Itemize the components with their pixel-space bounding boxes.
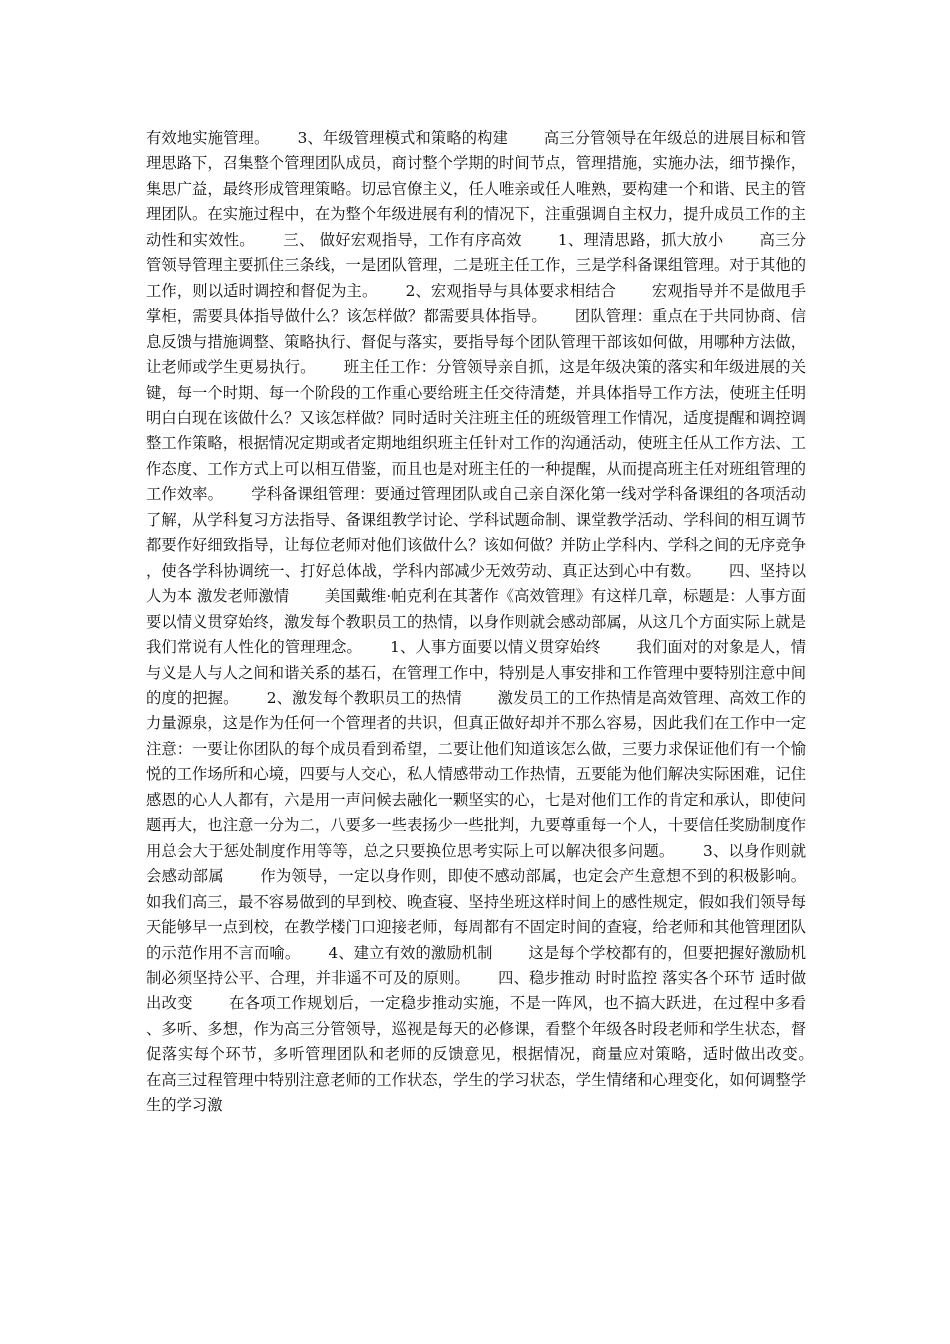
body-paragraph: 有效地实施管理。 3、年级管理模式和策略的构建 高三分管领导在年级总的进展目标和管理思路下，召集整个管理团队成员，商讨整个学期的时间节点，管理措施，实施办法，细节操作，集思广益，最终形成管理策略。切忌官僚主义，任人唯亲或任人唯熟，要构建一个和谐、民主的管理团队。在实施过程中，在为整个年级进展有利的情况下，注重强调自主权力，提升成员工作的主动性和实效性。 三、 做好宏观指导，工作有序高效 1、理清思路，抓大放小 高三分管领导管理主要抓住三条线，一是团队管理，二是班主任工作，三是学科备课组管理。对于其他的工作，则以适时调控和督促为主。 2、宏观指导与具体要求相结合 宏观指导并不是做甩手掌柜，需要具体指导做什么？该怎样做？都需要具体指导。 团队管理：重点在于共同协商、信息反馈与措施调整、策略执行、督促与落实，要指导每个团队管理干部该如何做，用哪种方法做，让老师或学生更易执行。 班主任工作：分管领导亲自抓，这是年级决策的落实和年级进展的关键，每一个时期、每一个阶段的工作重心要给班主任交待清楚，并具体指导工作方法，使班主任明明白白现在该做什么？又该怎样做？同时适时关注班主任的班级管理工作情况，适度提醒和调控调整工作策略，根据情况定期或者定期地组织班主任针对工作的沟通活动，使班主任从工作方法、工作态度、工作方式上可以相互借鉴，而且也是对班主任的一种提醒，从而提高班主任对班组管理的工作效率。 学科备课组管理：要通过管理团队或自己亲自深化第一线对学科备课组的各项活动了解，从学科复习方法指导、备课组教学讨论、学科试题命制、课堂教学活动、学科间的相互调节都要作好细致指导，让每位老师对他们该做什么？该如何做？并防止学科内、学科之间的无序竞争，使各学科协调统一、打好总体战，学科内部减少无效劳动、真正达到心中有数。 四、坚持以人为本 激发老师激情 美国戴维·帕克利在其著作《高效管理》有这样几章，标题是：人事方面要以情义贯穿始终，激发每个教职员工的热情，以身作则就会感动部属，从这几个方面实际上就是我们常说有人性化的管理理念。 1、人事方面要以情义贯穿始终 我们面对的对象是人，情与义是人与人之间和谐关系的基石，在管理工作中，特别是人事安排和工作管理中要特别注意中间的度的把握。 2、激发每个教职员工的热情 激发员工的工作热情是高效管理、高效工作的力量源泉，这是作为任何一个管理者的共识，但真正做好却并不那么容易，因此我们在工作中一定注意：一要让你团队的每个成员看到希望，二要让他们知道该怎么做，三要力求保证他们有一个愉悦的工作场所和心境，四要与人交心，私人情感带动工作热情，五要能为他们解决实际困难，记住感恩的心人人都有，六是用一声问候去融化一颗坚实的心，七是对他们工作的肯定和承认，即使问题再大，也注意一分为二，八要多一些表扬少一些批判，九要尊重每一个人，十要信任奖励制度作用总会大于惩处制度作用等等，总之只要换位思考实际上可以解决很多问题。 3、以身作则就会感动部属 作为领导，一定以身作则，即使不感动部属，也定会产生意想不到的积极影响。如我们高三，最不容易做到的早到校、晚查寝、坚持坐班这样时间上的感性规定，假如我们领导每天能够早一点到校，在教学楼门口迎接老师，每周都有不固定时间的查寝，给老师和其他管理团队的示范作用不言而喻。 4、建立有效的激励机制 这是每个学校都有的，但要把握好激励机制必须坚持公平、合理，并非遥不可及的原则。 四、稳步推动 时时监控 落实各个环节 适时做出改变 在各项工作规划后，一定稳步推动实施，不是一阵风，也不搞大跃进，在过程中多看、多听、多想，作为高三分管领导，巡视是每天的必修课，看整个年级各时段老师和学生状态，督促落实每个环节，多听管理团队和老师的反馈意见，根据情况，商量应对策略，适时做出改变。 在高三过程管理中特别注意老师的工作状态，学生的学习状态，学生情绪和心理变化，如何调整学生的学习激 xyxy=(146,129,842,1115)
